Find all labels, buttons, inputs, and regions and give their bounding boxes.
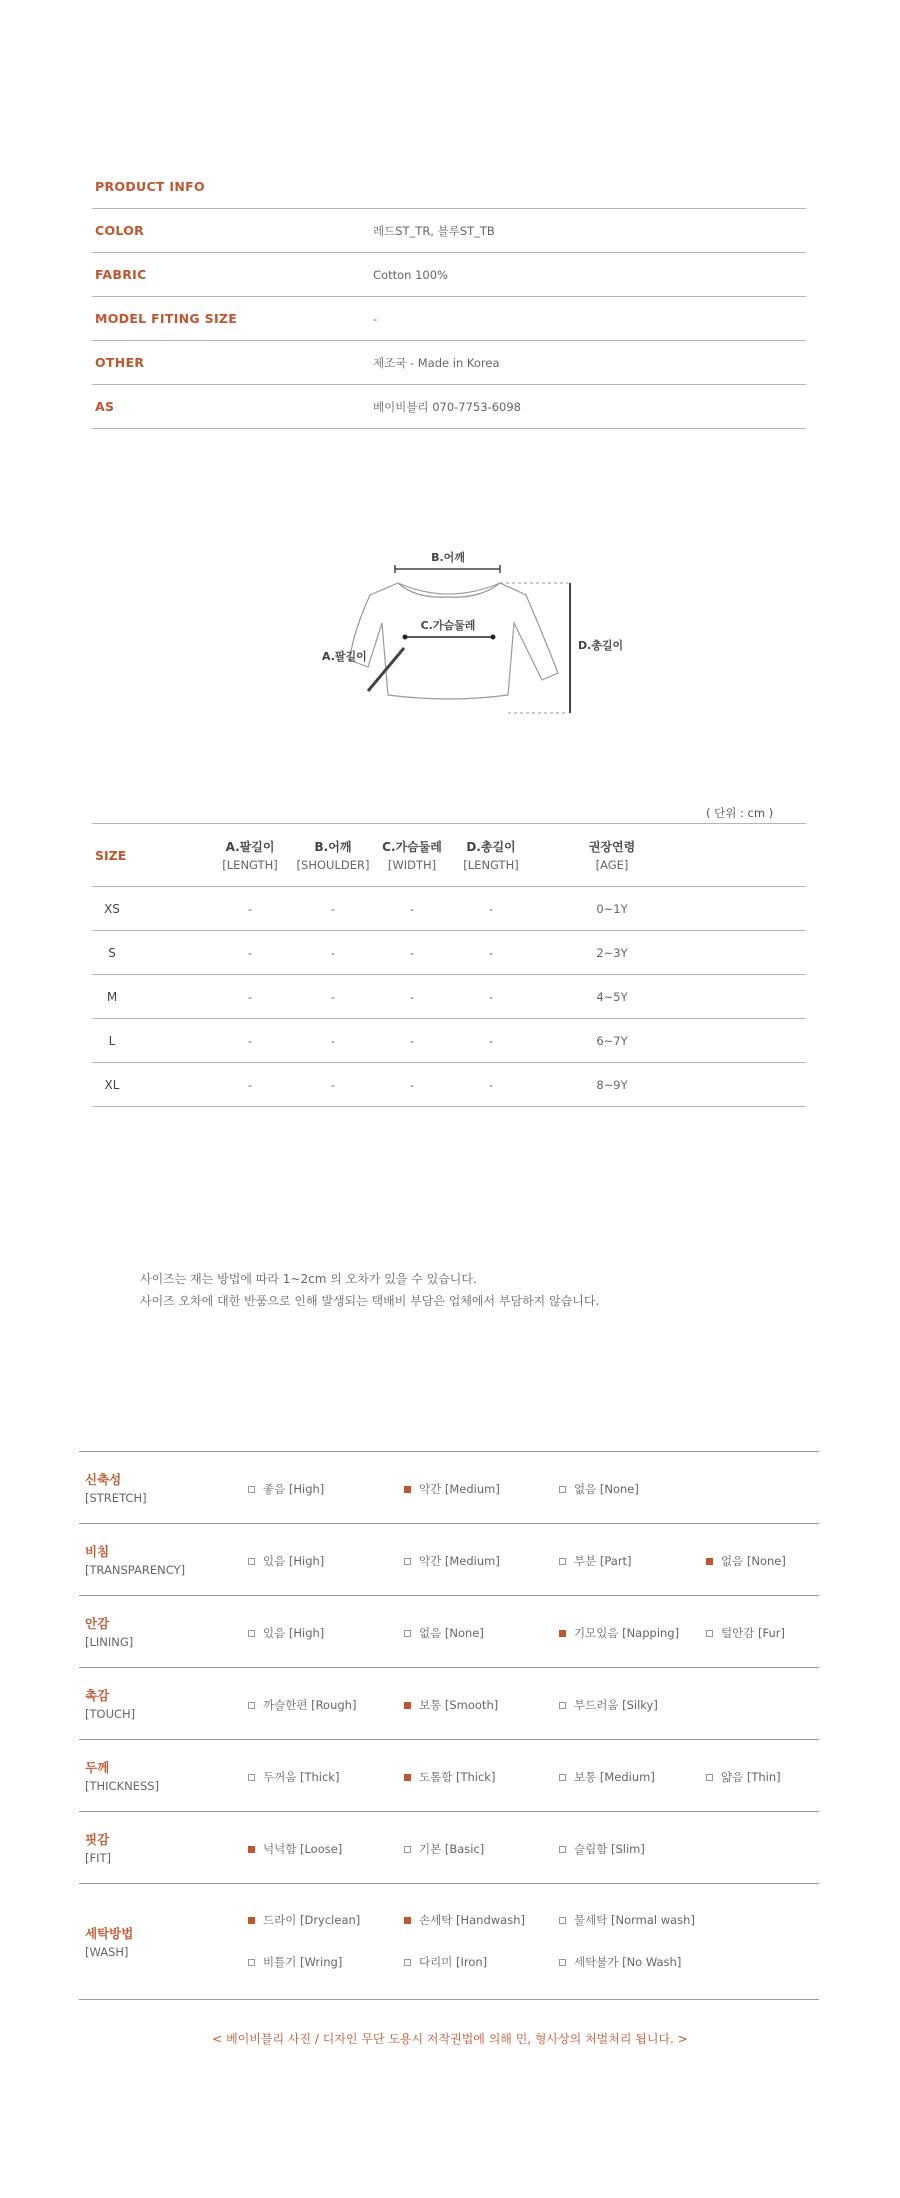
- attribute-option: [248, 1625, 324, 1641]
- attribute-row: [79, 1668, 819, 1740]
- checked-box-icon: [404, 1486, 411, 1493]
- attribute-option: [559, 1481, 639, 1497]
- attribute-option: [404, 1954, 487, 1970]
- size-column-header: [589, 824, 635, 886]
- attribute-option-label: 털안감 [Fur]: [721, 1626, 785, 1640]
- size-column-header: [463, 824, 518, 886]
- diagram-shoulder-label: B.어깨: [431, 551, 465, 564]
- attribute-option-label: 없음 [None]: [574, 1482, 639, 1496]
- unchecked-box-icon: [248, 1702, 255, 1709]
- attribute-row: [79, 1740, 819, 1812]
- attribute-option-label: 드라이 [Dryclean]: [263, 1913, 361, 1927]
- attribute-name-en: [LINING]: [85, 1635, 134, 1649]
- attribute-name-en: [TRANSPARENCY]: [85, 1563, 186, 1577]
- product-info-value: 레드ST_TR, 블루ST_TB: [373, 223, 495, 238]
- unchecked-box-icon: [559, 1486, 566, 1493]
- attribute-option-label: 없음 [None]: [721, 1554, 786, 1568]
- attribute-option-label: 비틀기 [Wring]: [263, 1955, 343, 1969]
- checked-box-icon: [559, 1630, 566, 1637]
- attribute-option-label: 보통 [Smooth]: [419, 1698, 499, 1712]
- attribute-name-ko: 신축성: [85, 1472, 122, 1487]
- unchecked-box-icon: [404, 1558, 411, 1565]
- unchecked-box-icon: [248, 1558, 255, 1565]
- size-header-sub: [LENGTH]: [463, 858, 519, 872]
- checked-box-icon: [404, 1774, 411, 1781]
- size-cell: -: [488, 901, 494, 916]
- size-diagram: [322, 545, 630, 720]
- size-cell: 2~3Y: [596, 945, 628, 960]
- attribute-option-label: 있음 [High]: [263, 1554, 325, 1568]
- size-header-title: C.가슴둘레: [382, 840, 442, 854]
- size-header-title: B.어깨: [314, 840, 352, 854]
- unchecked-box-icon: [559, 1917, 566, 1924]
- unchecked-box-icon: [404, 1846, 411, 1853]
- unchecked-box-icon: [248, 1959, 255, 1966]
- attribute-option-label: 슬림함 [Slim]: [574, 1842, 645, 1856]
- attribute-option: [706, 1769, 781, 1785]
- attribute-option-label: 기모있음 [Napping]: [574, 1626, 680, 1640]
- size-cell: -: [330, 989, 336, 1004]
- size-cell: -: [247, 945, 253, 960]
- size-cell: -: [247, 1077, 253, 1092]
- size-row-label: XS: [104, 901, 120, 916]
- size-header-sub: [SHOULDER]: [296, 858, 370, 872]
- unchecked-box-icon: [706, 1630, 713, 1637]
- size-cell: -: [488, 1077, 494, 1092]
- attribute-option: [404, 1553, 500, 1569]
- size-cell: -: [247, 901, 253, 916]
- attribute-option: [248, 1841, 342, 1857]
- attribute-name-en: [TOUCH]: [85, 1707, 136, 1721]
- product-info-row: [92, 385, 806, 429]
- attribute-option-label: 좋음 [High]: [263, 1482, 325, 1496]
- attribute-option: [559, 1553, 632, 1569]
- unchecked-box-icon: [706, 1774, 713, 1781]
- attribute-option: [404, 1912, 525, 1928]
- size-header-sub: [WIDTH]: [387, 858, 437, 872]
- size-table: [92, 823, 806, 1107]
- unchecked-box-icon: [559, 1846, 566, 1853]
- fabric-attribute-table: [79, 1451, 819, 2000]
- attribute-option-label: 까슬한편 [Rough]: [263, 1698, 357, 1712]
- attribute-option-label: 부분 [Part]: [574, 1554, 632, 1568]
- attribute-option: [559, 1625, 679, 1641]
- unchecked-box-icon: [404, 1959, 411, 1966]
- attribute-label: [85, 1596, 133, 1667]
- size-cell: 8~9Y: [596, 1077, 628, 1092]
- size-cell: -: [247, 989, 253, 1004]
- product-info-row: [92, 253, 806, 297]
- product-info-key: COLOR: [95, 223, 145, 238]
- attribute-option-label: 얇음 [Thin]: [721, 1770, 781, 1784]
- checked-box-icon: [404, 1917, 411, 1924]
- attribute-name-ko: 두께: [85, 1760, 110, 1775]
- product-info-key: FABRIC: [95, 267, 147, 282]
- size-column-header: [382, 824, 442, 886]
- attribute-option: [248, 1481, 324, 1497]
- size-row: [92, 931, 806, 975]
- product-info-row: [92, 209, 806, 253]
- attribute-row: [79, 1812, 819, 1884]
- attribute-name-ko: 핏감: [85, 1832, 110, 1847]
- attribute-option: [559, 1769, 655, 1785]
- unit-label: ( 단위 : cm ): [706, 806, 774, 820]
- attribute-name-en: [WASH]: [85, 1945, 129, 1959]
- attribute-name-en: [FIT]: [85, 1851, 112, 1865]
- attribute-option-label: 세탁불가 [No Wash]: [574, 1955, 682, 1969]
- attribute-row: [79, 1524, 819, 1596]
- size-header-sub: [LENGTH]: [222, 858, 278, 872]
- attribute-option-label: 약간 [Medium]: [419, 1554, 500, 1568]
- size-row: [92, 1019, 806, 1063]
- product-info-row: [92, 297, 806, 341]
- diagram-length-label: D.총길이: [578, 639, 624, 652]
- size-cell: -: [409, 1033, 415, 1048]
- size-cell: -: [409, 989, 415, 1004]
- attribute-label: [85, 1740, 159, 1811]
- size-cell: -: [488, 1033, 494, 1048]
- attribute-option: [559, 1697, 658, 1713]
- attribute-option: [404, 1697, 498, 1713]
- attribute-option: [248, 1769, 339, 1785]
- size-column-header: [222, 824, 277, 886]
- product-info-key: OTHER: [95, 355, 145, 370]
- diagram-sleeve-label: A.팔길이: [322, 650, 367, 663]
- attribute-option: [248, 1912, 360, 1928]
- size-cell: -: [409, 1077, 415, 1092]
- attribute-option-label: 넉넉함 [Loose]: [263, 1842, 343, 1856]
- size-row: [92, 975, 806, 1019]
- size-table-header: [92, 824, 806, 887]
- attribute-option-label: 물세탁 [Normal wash]: [574, 1913, 695, 1927]
- copyright-notice: < 베이비블리 사진 / 디자인 무단 도용시 저작권법에 의해 민, 형사상의 처벌처리 됩니다. >: [212, 2032, 688, 2046]
- attribute-option-label: 도톰함 [Thick]: [419, 1770, 496, 1784]
- size-row-label: XL: [104, 1077, 120, 1092]
- attribute-name-ko: 촉감: [85, 1688, 110, 1703]
- size-cell: -: [409, 901, 415, 916]
- attribute-option: [559, 1841, 645, 1857]
- attribute-option: [248, 1553, 324, 1569]
- size-column-label: SIZE: [95, 847, 127, 863]
- checked-box-icon: [404, 1702, 411, 1709]
- size-cell: 4~5Y: [596, 989, 628, 1004]
- unchecked-box-icon: [559, 1774, 566, 1781]
- attribute-option-label: 약간 [Medium]: [419, 1482, 500, 1496]
- attribute-option-label: 있음 [High]: [263, 1626, 325, 1640]
- unchecked-box-icon: [559, 1558, 566, 1565]
- attribute-option: [559, 1954, 681, 1970]
- product-info-value: -: [373, 311, 378, 326]
- size-cell: -: [409, 945, 415, 960]
- attribute-option: [559, 1912, 695, 1928]
- attribute-option: [248, 1954, 342, 1970]
- size-header-sub: [AGE]: [595, 858, 629, 872]
- unchecked-box-icon: [404, 1630, 411, 1637]
- attribute-option: [706, 1553, 786, 1569]
- attribute-label: [85, 1668, 135, 1739]
- attribute-row: [79, 1596, 819, 1668]
- attribute-option: [404, 1769, 495, 1785]
- diagram-chest-label: C.가슴둘레: [420, 619, 476, 632]
- attribute-row: [79, 1884, 819, 2000]
- product-info-row: [92, 341, 806, 385]
- attribute-option-label: 부드러움 [Silky]: [574, 1698, 658, 1712]
- size-cell: -: [488, 989, 494, 1004]
- unchecked-box-icon: [559, 1959, 566, 1966]
- attribute-row: [79, 1452, 819, 1524]
- size-cell: -: [330, 1077, 336, 1092]
- note-line: 사이즈는 재는 방법에 따라 1~2cm 의 오차가 있을 수 있습니다.: [140, 1272, 477, 1286]
- attribute-name-ko: 비침: [85, 1544, 110, 1559]
- attribute-option-label: 기본 [Basic]: [419, 1842, 485, 1856]
- unchecked-box-icon: [559, 1702, 566, 1709]
- attribute-option-label: 다리미 [Iron]: [419, 1955, 488, 1969]
- size-row-label: M: [106, 989, 118, 1004]
- attribute-label: [85, 1812, 111, 1883]
- attribute-label: [85, 1524, 185, 1595]
- size-cell: -: [330, 901, 336, 916]
- size-header-title: D.총길이: [466, 840, 516, 854]
- product-info-header: [92, 165, 806, 209]
- size-row: [92, 887, 806, 931]
- product-info-title: PRODUCT INFO: [95, 179, 205, 194]
- product-info-table: [92, 165, 806, 429]
- attribute-option: [706, 1625, 785, 1641]
- size-header-title: 권장연령: [588, 840, 636, 854]
- size-row-label: S: [108, 945, 116, 960]
- attribute-option-label: 손세탁 [Handwash]: [419, 1913, 525, 1927]
- attribute-name-en: [THICKNESS]: [85, 1779, 160, 1793]
- attribute-name-en: [STRETCH]: [85, 1491, 147, 1505]
- size-cell: 0~1Y: [596, 901, 628, 916]
- attribute-name-ko: 세탁방법: [85, 1926, 134, 1941]
- attribute-label: [85, 1884, 133, 1999]
- attribute-option: [404, 1625, 484, 1641]
- size-cell: -: [330, 1033, 336, 1048]
- product-info-key: AS: [95, 399, 115, 414]
- attribute-option: [404, 1481, 500, 1497]
- attribute-label: [85, 1452, 147, 1523]
- size-cell: -: [247, 1033, 253, 1048]
- size-column-header: [297, 824, 370, 886]
- size-cell: 6~7Y: [596, 1033, 628, 1048]
- attribute-option-label: 보통 [Medium]: [574, 1770, 655, 1784]
- size-cell: -: [330, 945, 336, 960]
- size-notes: [140, 1268, 599, 1312]
- size-row: [92, 1063, 806, 1107]
- unchecked-box-icon: [248, 1774, 255, 1781]
- unchecked-box-icon: [248, 1630, 255, 1637]
- attribute-option: [248, 1697, 356, 1713]
- checked-box-icon: [248, 1846, 255, 1853]
- note-line: 사이즈 오차에 대한 반품으로 인해 발생되는 택배비 부담은 업체에서 부담하지 않습니다.: [140, 1294, 600, 1308]
- attribute-option-label: 두꺼움 [Thick]: [263, 1770, 340, 1784]
- checked-box-icon: [706, 1558, 713, 1565]
- size-row-label: L: [108, 1033, 116, 1048]
- size-cell: -: [488, 945, 494, 960]
- product-info-key: MODEL FITING SIZE: [95, 311, 238, 326]
- product-info-value: 제조국 - Made in Korea: [373, 355, 500, 370]
- size-header-title: A.팔길이: [225, 840, 275, 854]
- product-info-value: Cotton 100%: [373, 267, 448, 282]
- attribute-option-label: 없음 [None]: [419, 1626, 484, 1640]
- checked-box-icon: [248, 1917, 255, 1924]
- product-info-value: 베이비블리 070-7753-6098: [373, 399, 521, 414]
- attribute-option: [404, 1841, 484, 1857]
- attribute-name-ko: 안감: [85, 1616, 110, 1631]
- unchecked-box-icon: [248, 1486, 255, 1493]
